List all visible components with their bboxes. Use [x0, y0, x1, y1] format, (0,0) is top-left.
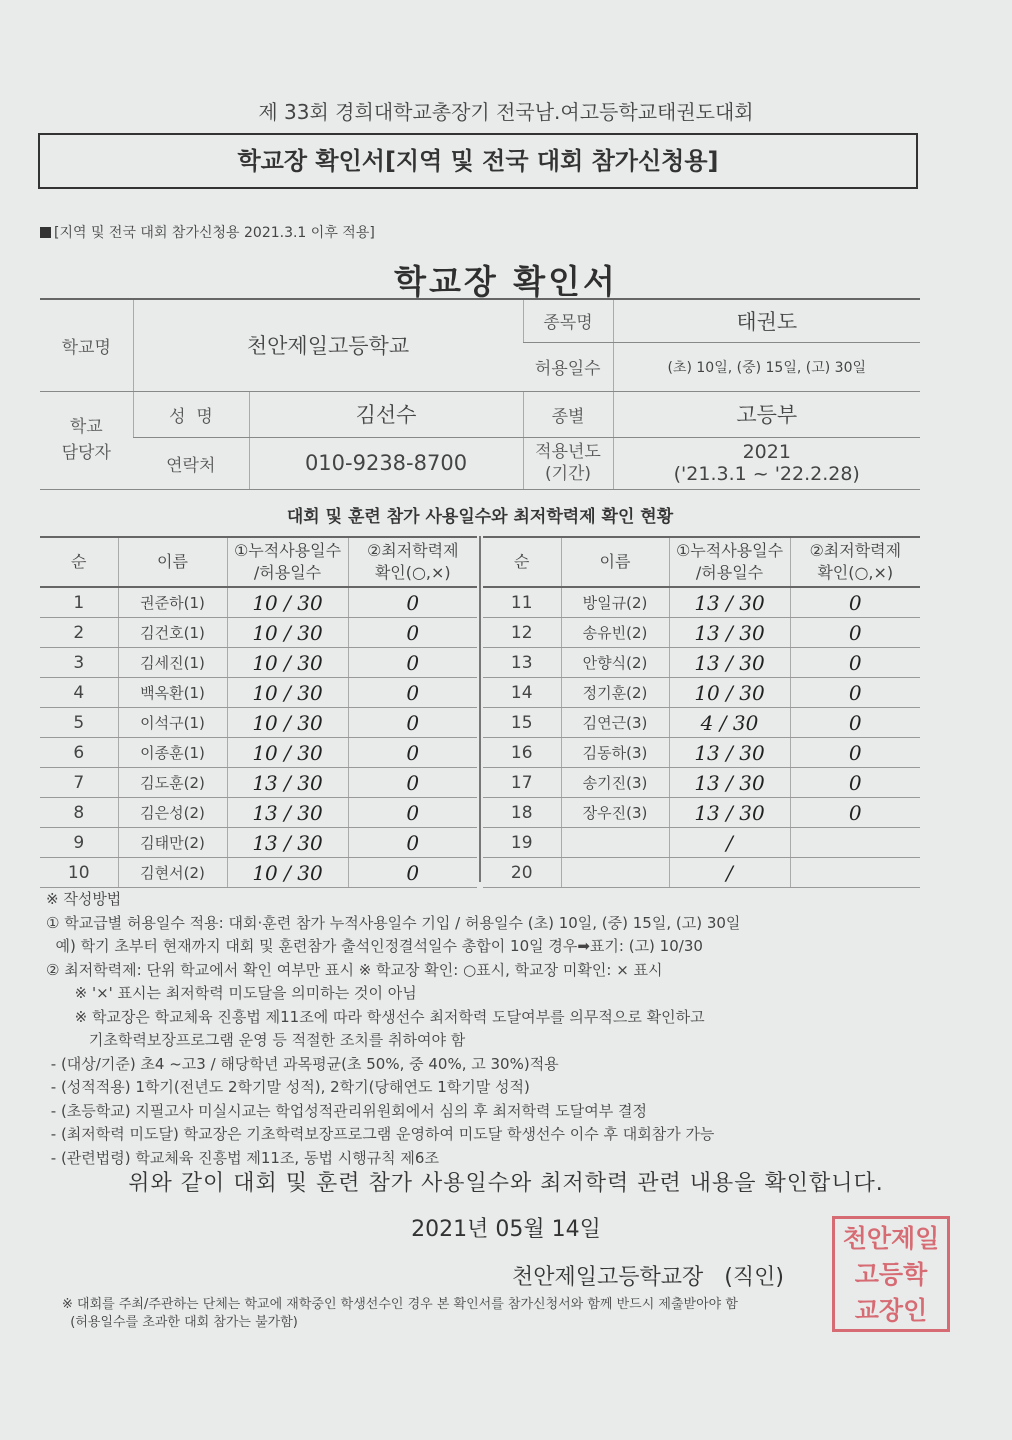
- row-no: 4: [40, 678, 118, 708]
- row-no: 10: [40, 858, 118, 888]
- school-label: 학교명: [40, 299, 133, 391]
- row-days: 13 / 30: [669, 798, 790, 828]
- footnote-line: (허용일수를 초과한 대회 참가는 불가함): [62, 1315, 298, 1330]
- footnote-line: ※ 대회를 주최/주관하는 단체는 학교에 재학중인 학생선수인 경우 본 확인서를 참가신청서와 함께 반드시 제출받아야 함: [62, 1297, 738, 1312]
- row-no: 17: [483, 768, 561, 798]
- form-note-text: [지역 및 전국 대회 참가신청용 2021.3.1 이후 적용]: [54, 225, 375, 241]
- signer: 천안제일고등학교장 (직인): [512, 1265, 784, 1290]
- allowed-label: 허용일수: [523, 342, 613, 391]
- instruction-line: - (관련법령) 학교체육 진흥법 제11조, 동법 시행규칙 제6조: [46, 1148, 439, 1167]
- row-name: 송기진(3): [561, 768, 669, 798]
- row-no: 6: [40, 738, 118, 768]
- roster-right-body: [483, 587, 920, 888]
- row-check: 0: [348, 858, 477, 888]
- name-value: 김선수: [249, 391, 523, 437]
- row-days: 13 / 30: [669, 768, 790, 798]
- row-name: [561, 858, 669, 888]
- row-no: 5: [40, 708, 118, 738]
- form-note: [40, 222, 375, 242]
- row-name: 김태만(2): [118, 828, 227, 858]
- footnote: [62, 1296, 738, 1332]
- row-days: 4 / 30: [669, 708, 790, 738]
- row-days: 10 / 30: [227, 858, 348, 888]
- row-check: 0: [790, 587, 920, 618]
- confirm-statement: 위와 같이 대회 및 훈련 참가 사용일수와 최저학력 관련 내용을 확인합니다.: [128, 1171, 884, 1196]
- table-row: [40, 678, 477, 708]
- row-name: 방일규(2): [561, 587, 669, 618]
- date: 2021년 05월 14일: [411, 1217, 601, 1242]
- table-row: [40, 738, 477, 768]
- row-days: 10 / 30: [227, 618, 348, 648]
- row-days: 10 / 30: [669, 678, 790, 708]
- roster-table-left: [40, 536, 477, 888]
- row-name: 김연근(3): [561, 708, 669, 738]
- row-name: 김동하(3): [561, 738, 669, 768]
- row-no: 20: [483, 858, 561, 888]
- row-name: 안향식(2): [561, 648, 669, 678]
- contact-label: 연락처: [133, 437, 249, 489]
- sport-label: 종목명: [523, 299, 613, 342]
- instructions: [46, 888, 926, 1170]
- row-name: 이종훈(1): [118, 738, 227, 768]
- row-no: 8: [40, 798, 118, 828]
- roster-table-right: [483, 536, 920, 888]
- row-check: 0: [348, 708, 477, 738]
- row-no: 9: [40, 828, 118, 858]
- row-name: 정기훈(2): [561, 678, 669, 708]
- row-days: 10 / 30: [227, 648, 348, 678]
- row-name: 송유빈(2): [561, 618, 669, 648]
- division-value: 고등부: [613, 391, 920, 437]
- row-days: 13 / 30: [669, 738, 790, 768]
- contact-value: 010-9238-8700: [249, 437, 523, 489]
- table-row: [483, 828, 920, 858]
- table-row: [40, 618, 477, 648]
- row-days: 13 / 30: [227, 828, 348, 858]
- row-check: 0: [790, 708, 920, 738]
- row-no: 1: [40, 587, 118, 618]
- table-row: [483, 587, 920, 618]
- row-days: 13 / 30: [227, 768, 348, 798]
- row-check: 0: [348, 798, 477, 828]
- table-row: [483, 648, 920, 678]
- table-row: [483, 858, 920, 888]
- instruction-line: ※ 작성방법: [46, 890, 122, 908]
- main-title: 학교장 확인서: [394, 262, 618, 301]
- instruction-line: - (성적적용) 1학기(전년도 2학기말 성적), 2학기(당해연도 1학기말 성적): [46, 1078, 530, 1096]
- row-days: 10 / 30: [227, 738, 348, 768]
- row-check: 0: [790, 738, 920, 768]
- table-row: [483, 738, 920, 768]
- table-row: [40, 587, 477, 618]
- row-name: 김건호(1): [118, 618, 227, 648]
- row-name: 이석구(1): [118, 708, 227, 738]
- square-bullet-icon: [40, 227, 51, 238]
- table-row: [40, 858, 477, 888]
- row-days: 10 / 30: [227, 587, 348, 618]
- row-no: 14: [483, 678, 561, 708]
- row-no: 2: [40, 618, 118, 648]
- row-name: [561, 828, 669, 858]
- row-check: 0: [348, 618, 477, 648]
- division-label: 종별: [523, 391, 613, 437]
- row-days: 13 / 30: [669, 587, 790, 618]
- table-row: [483, 618, 920, 648]
- instruction-line: ② 최저학력제: 단위 학교에서 확인 여부만 표시 ※ 학교장 확인: ○표시, 학교장 미확인: × 표시: [46, 960, 663, 979]
- row-no: 11: [483, 587, 561, 618]
- header-days: ①누적사용일수 /허용일수: [669, 537, 790, 587]
- school-value: 천안제일고등학교: [133, 299, 523, 391]
- row-days: 13 / 30: [669, 648, 790, 678]
- row-check: 0: [790, 768, 920, 798]
- row-no: 7: [40, 768, 118, 798]
- banner-title: 학교장 확인서[지역 및 전국 대회 참가신청용]: [38, 133, 918, 189]
- row-check: [790, 828, 920, 858]
- row-name: 김세진(1): [118, 648, 227, 678]
- roster-left-body: [40, 587, 477, 888]
- table-row: [40, 828, 477, 858]
- table-row: [483, 798, 920, 828]
- row-name: 김현서(2): [118, 858, 227, 888]
- row-days: 13 / 30: [227, 798, 348, 828]
- row-no: 3: [40, 648, 118, 678]
- instruction-line: - (최저학력 미도달) 학교장은 기초학력보장프로그램 운영하여 미도달 학생선수 이수 후 대회참가 가능: [46, 1125, 715, 1143]
- row-days: /: [669, 858, 790, 888]
- header-name: 이름: [561, 537, 669, 587]
- table-row: [40, 648, 477, 678]
- table-row: [40, 708, 477, 738]
- row-check: 0: [790, 648, 920, 678]
- instruction-line: ※ '×' 표시는 최저학력 미도달을 의미하는 것이 아님: [46, 984, 417, 1002]
- official-seal-icon: 천안제일 고등학 교장인: [832, 1216, 950, 1332]
- header-no: 순: [483, 537, 561, 587]
- year-value: 2021 ('21.3.1 ~ '22.2.28): [613, 437, 920, 489]
- header-check: ②최저학력제 확인(○,×): [348, 537, 477, 587]
- instruction-line: ① 학교급별 허용일수 적용: 대회·훈련 참가 누적사용일수 기입 / 허용일수 (초) 10일, (중) 15일, (고) 30일: [46, 913, 741, 932]
- header-no: 순: [40, 537, 118, 587]
- instruction-line: 기초학력보장프로그램 운영 등 적절한 조치를 취하여야 함: [46, 1031, 466, 1049]
- manager-label: 학교 담당자: [40, 391, 133, 489]
- table-row: [40, 798, 477, 828]
- table-row: [483, 708, 920, 738]
- row-check: 0: [348, 678, 477, 708]
- row-name: 권준하(1): [118, 587, 227, 618]
- row-days: /: [669, 828, 790, 858]
- instruction-line: - (대상/기준) 초4 ~고3 / 해당학년 과목평균(초 50%, 중 40%, 고 30%)적용: [46, 1054, 559, 1073]
- instruction-line: 예) 학기 초부터 현재까지 대회 및 훈련참가 출석인정결석일수 총합이 10일 경우➡표기: (고) 10/30: [46, 937, 703, 955]
- row-no: 15: [483, 708, 561, 738]
- row-days: 10 / 30: [227, 708, 348, 738]
- row-check: 0: [348, 587, 477, 618]
- row-check: 0: [348, 768, 477, 798]
- info-table: [40, 298, 920, 490]
- table-row: [40, 768, 477, 798]
- table-divider: [479, 536, 481, 882]
- event-title: 제 33회 경희대학교총장기 전국남.여고등학교태권도대회: [258, 100, 754, 124]
- row-name: 백옥환(1): [118, 678, 227, 708]
- name-label: 성 명: [133, 391, 249, 437]
- row-name: 김도훈(2): [118, 768, 227, 798]
- row-check: 0: [348, 738, 477, 768]
- row-days: 10 / 30: [227, 678, 348, 708]
- row-check: 0: [348, 648, 477, 678]
- row-no: 19: [483, 828, 561, 858]
- row-check: 0: [790, 798, 920, 828]
- row-no: 13: [483, 648, 561, 678]
- header-check: ②최저학력제 확인(○,×): [790, 537, 920, 587]
- sport-value: 태권도: [613, 299, 920, 342]
- row-check: 0: [348, 828, 477, 858]
- section-title: 대회 및 훈련 참가 사용일수와 최저학력제 확인 현황: [286, 507, 674, 527]
- row-no: 18: [483, 798, 561, 828]
- table-row: [483, 768, 920, 798]
- row-check: [790, 858, 920, 888]
- header-name: 이름: [118, 537, 227, 587]
- row-check: 0: [790, 618, 920, 648]
- allowed-value: (초) 10일, (중) 15일, (고) 30일: [613, 342, 920, 391]
- year-label: 적용년도 (기간): [523, 437, 613, 489]
- instruction-line: - (초등학교) 지필고사 미실시교는 학업성적관리위원회에서 심의 후 최저학력 도달여부 결정: [46, 1101, 647, 1120]
- instruction-line: ※ 학교장은 학교체육 진흥법 제11조에 따라 학생선수 최저학력 도달여부를 의무적으로 확인하고: [46, 1007, 705, 1026]
- row-days: 13 / 30: [669, 618, 790, 648]
- table-row: [483, 678, 920, 708]
- row-name: 김은성(2): [118, 798, 227, 828]
- row-no: 16: [483, 738, 561, 768]
- header-days: ①누적사용일수 /허용일수: [227, 537, 348, 587]
- row-name: 장우진(3): [561, 798, 669, 828]
- row-no: 12: [483, 618, 561, 648]
- row-check: 0: [790, 678, 920, 708]
